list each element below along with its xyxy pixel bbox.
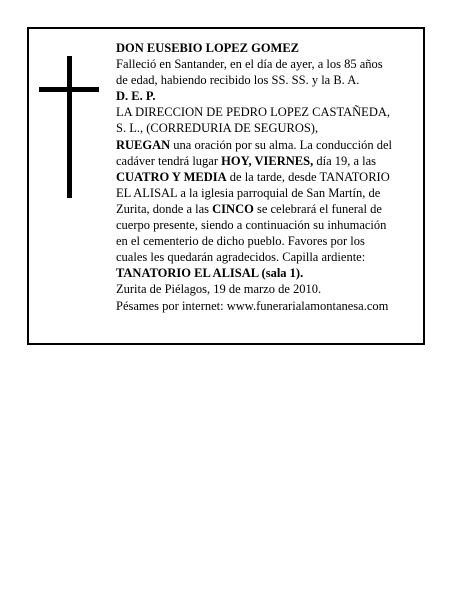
company-line-1: LA DIRECCION DE PEDRO LOPEZ CASTAÑEDA, (116, 105, 390, 120)
ruegan-rest: una oración por su alma. La conducción del (170, 137, 392, 152)
zurita-cinco: CINCO (212, 201, 254, 216)
deceased-name: DON EUSEBIO LOPEZ GOMEZ (116, 41, 300, 55)
chapel-line: TANATORIO EL ALISAL (sala 1). (116, 266, 304, 281)
alisal-line: EL ALISAL a la iglesia parroquial de San Martín, de (116, 185, 381, 200)
cadaver-hoy-viernes: HOY, VIERNES, (221, 153, 314, 168)
company-line-2: S. L., (CORREDURIA DE SEGUROS), (116, 121, 319, 136)
announcement-line-2: de edad, habiendo recibido los SS. SS. y la B. A. (116, 73, 360, 88)
condolences-line: Pésames por internet: www.funerarialamontanesa.com (116, 298, 389, 313)
zurita-line (116, 201, 421, 217)
zurita-text-a: Zurita, donde a las (116, 201, 213, 216)
hour-rest: de la tarde, desde TANATORIO (226, 169, 390, 184)
hour-line (116, 169, 421, 185)
ruegan-line (116, 137, 421, 153)
cadaver-line (116, 153, 421, 169)
body-line-2: en el cementerio de dicho pueblo. Favores por los (116, 234, 365, 249)
cadaver-text-b: día 19, a las (313, 153, 377, 168)
ruegan-word: RUEGAN (116, 137, 171, 152)
body-line-3: cuales les quedarán agradecidos. Capilla ardiente: (116, 250, 366, 265)
dep-line: D. E. P. (116, 89, 156, 104)
hour-bold: CUATRO Y MEDIA (116, 169, 227, 184)
announcement-line-1: Falleció en Santander, en el día de ayer, a los 85 años (116, 57, 383, 72)
body-line-1: cuerpo presente, siendo a continuación su inhumación (116, 218, 387, 233)
zurita-text-b: se celebrará el funeral de (253, 201, 382, 216)
obituary-notice (27, 27, 425, 345)
place-date-line: Zurita de Piélagos, 19 de marzo de 2010. (116, 282, 322, 297)
cross-icon (39, 56, 99, 198)
notice-text (116, 40, 421, 314)
cadaver-text-a: cadáver tendrá lugar (116, 153, 222, 168)
cross-vertical-bar (67, 56, 72, 198)
cross-horizontal-bar (39, 87, 99, 92)
